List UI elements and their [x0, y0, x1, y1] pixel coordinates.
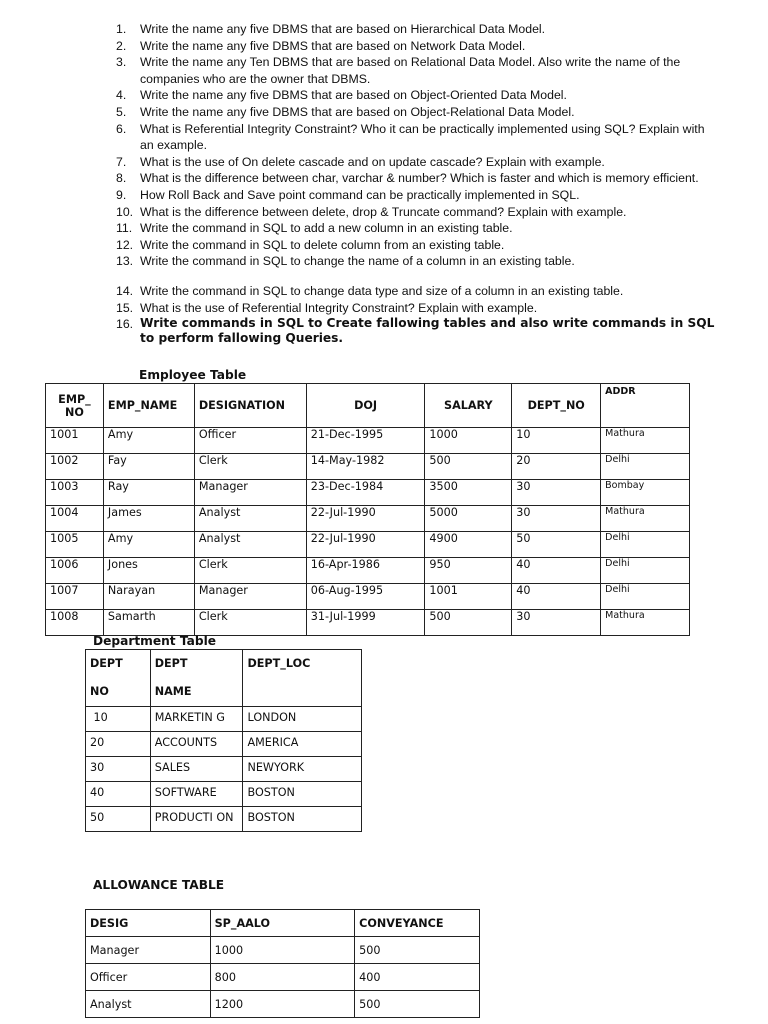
table-cell: 800 [210, 964, 355, 991]
table-cell: Manager [194, 480, 306, 506]
table-cell: Narayan [103, 584, 194, 610]
table-cell: 1000 [210, 937, 355, 964]
table-cell: Fay [103, 454, 194, 480]
table-header-row [86, 650, 362, 707]
table-cell: SOFTWARE [150, 782, 243, 807]
table-cell: 50 [512, 532, 601, 558]
header-line: NO [90, 685, 109, 698]
question-item [116, 38, 716, 55]
table-row [46, 480, 690, 506]
table-cell: LONDON [243, 707, 362, 732]
question-text: What is the difference between delete, drop & Truncate command? Explain with example. [140, 204, 627, 219]
question-text: Write the name any five DBMS that are based on Hierarchical Data Model. [140, 22, 546, 36]
table-row [86, 807, 362, 832]
table-row [46, 506, 690, 532]
question-item [116, 54, 716, 87]
table-row [46, 428, 690, 454]
table-cell: 06-Aug-1995 [306, 584, 425, 610]
table-cell: Delhi [601, 558, 690, 584]
table-cell: Officer [86, 964, 211, 991]
employee-table-caption: Employee Table [139, 368, 247, 382]
table-cell: Jones [103, 558, 194, 584]
question-item [116, 104, 716, 121]
question-text: Write the name any five DBMS that are based on Network Data Model. [140, 38, 526, 53]
table-cell: 400 [355, 964, 480, 991]
question-number: 16. [116, 317, 134, 332]
column-header: DEPT_NO [512, 384, 601, 428]
table-cell: 14-May-1982 [306, 454, 425, 480]
table-cell: PRODUCTI ON [150, 807, 243, 832]
question-item [116, 187, 716, 204]
table-cell: 30 [512, 610, 601, 636]
table-cell: 31-Jul-1999 [306, 610, 425, 636]
employee-table [45, 383, 690, 636]
header-line: DEPT [90, 657, 123, 670]
question-number: 14. [116, 283, 134, 298]
table-cell: 1006 [46, 558, 104, 584]
question-item [116, 283, 716, 300]
table-header-row [46, 384, 690, 428]
question-text: Write the command in SQL to delete column from an existing table. [140, 237, 505, 252]
question-number: 2. [116, 38, 127, 53]
table-cell: 22-Jul-1990 [306, 506, 425, 532]
question-text: Write the name any five DBMS that are based on Object-Relational Data Model. [140, 104, 575, 119]
table-row [46, 610, 690, 636]
column-header: CONVEYANCE [355, 910, 480, 937]
table-cell: 50 [86, 807, 151, 832]
question-number: 8. [116, 171, 127, 186]
table-cell: 21-Dec-1995 [306, 428, 425, 454]
table-cell: 23-Dec-1984 [306, 480, 425, 506]
table-cell: 30 [512, 480, 601, 506]
column-header: SALARY [425, 384, 512, 428]
table-cell: 20 [86, 732, 151, 757]
table-row [86, 937, 480, 964]
question-number: 12. [116, 237, 134, 252]
question-number: 3. [116, 55, 127, 70]
header-line: NAME [154, 685, 192, 698]
table-cell: 500 [355, 937, 480, 964]
table-row [86, 707, 362, 732]
table-cell: 20 [512, 454, 601, 480]
table-cell: 500 [425, 610, 512, 636]
table-cell: 40 [86, 782, 151, 807]
table-row [46, 532, 690, 558]
allowance-table-caption: ALLOWANCE TABLE [93, 878, 225, 892]
table-cell: SALES [150, 757, 243, 782]
column-header [150, 650, 243, 707]
table-row [46, 454, 690, 480]
table-cell: 500 [355, 991, 480, 1018]
question-item [116, 253, 716, 270]
question-text: What is Referential Integrity Constraint? Who it can be practically implemented using SQL? Explain with an example. [140, 121, 705, 153]
question-text: What is the use of On delete cascade and on update cascade? Explain with example. [140, 154, 605, 169]
column-header: DESIG [86, 910, 211, 937]
table-cell: 40 [512, 584, 601, 610]
table-row [46, 558, 690, 584]
table-cell: 22-Jul-1990 [306, 532, 425, 558]
question-number: 11. [116, 221, 133, 236]
table-cell: 1007 [46, 584, 104, 610]
question-item [116, 204, 716, 221]
question-number: 6. [116, 121, 127, 136]
table-cell: 4900 [425, 532, 512, 558]
allowance-table [85, 909, 480, 1018]
table-row [86, 782, 362, 807]
column-header [243, 650, 362, 707]
table-cell: ACCOUNTS [150, 732, 243, 757]
table-cell: 30 [86, 757, 151, 782]
question-item [116, 300, 716, 317]
table-cell: BOSTON [243, 807, 362, 832]
table-cell: Clerk [194, 610, 306, 636]
table-cell: Analyst [194, 506, 306, 532]
table-cell: Mathura [601, 506, 690, 532]
table-cell: Amy [103, 428, 194, 454]
table-row [86, 732, 362, 757]
table-cell: Clerk [194, 454, 306, 480]
question-number: 4. [116, 88, 127, 103]
question-number: 1. [116, 22, 127, 36]
table-cell: 1001 [46, 428, 104, 454]
table-cell: 1004 [46, 506, 104, 532]
question-text: Write the name any Ten DBMS that are based on Relational Data Model. Also write the name of the companies who are the owner that DBMS. [140, 55, 681, 86]
column-header: DOJ [306, 384, 425, 428]
table-cell: Officer [194, 428, 306, 454]
question-item [116, 121, 716, 154]
table-cell: 1005 [46, 532, 104, 558]
question-text: How Roll Back and Save point command can be practically implemented in SQL. [140, 187, 580, 202]
table-cell: Mathura [601, 610, 690, 636]
department-table-caption: Department Table [93, 634, 217, 648]
table-cell: Bombay [601, 480, 690, 506]
table-cell: James [103, 506, 194, 532]
table-cell: 3500 [425, 480, 512, 506]
table-cell: 1008 [46, 610, 104, 636]
question-item [116, 21, 716, 38]
table-cell: 5000 [425, 506, 512, 532]
column-header: DESIGNATION [194, 384, 306, 428]
question-item [116, 154, 716, 171]
department-table [85, 649, 362, 832]
table-row [86, 964, 480, 991]
table-cell: 40 [512, 558, 601, 584]
question-item [116, 220, 716, 237]
table-cell: NEWYORK [243, 757, 362, 782]
table-cell: Manager [86, 937, 211, 964]
column-header: ADDR [601, 384, 690, 428]
table-cell: Delhi [601, 454, 690, 480]
question-item [116, 87, 716, 104]
table-cell: AMERICA [243, 732, 362, 757]
question-text: What is the difference between char, varchar & number? Which is faster and which is memory efficient. [140, 171, 699, 186]
question-text: Write the command in SQL to change data type and size of a column in an existing table. [140, 283, 624, 298]
table-cell: 500 [425, 454, 512, 480]
table-cell: 30 [512, 506, 601, 532]
table-cell: Delhi [601, 584, 690, 610]
table-cell: 1000 [425, 428, 512, 454]
question-number: 15. [116, 300, 134, 315]
table-row [86, 757, 362, 782]
table-cell: Samarth [103, 610, 194, 636]
question-number: 9. [116, 187, 127, 202]
question-number: 5. [116, 104, 127, 119]
question-text: Write commands in SQL to Create fallowing tables and also write commands in SQL to perform fallowing Queries. [140, 316, 715, 345]
table-cell: BOSTON [243, 782, 362, 807]
table-cell: Manager [194, 584, 306, 610]
table-cell: 1003 [46, 480, 104, 506]
table-cell: 10 [512, 428, 601, 454]
question-number: 13. [116, 254, 134, 269]
table-cell: 1200 [210, 991, 355, 1018]
table-row [86, 991, 480, 1018]
table-cell: 1001 [425, 584, 512, 610]
header-line [247, 678, 357, 706]
column-header [86, 650, 151, 707]
table-cell: Ray [103, 480, 194, 506]
header-line: DEPT_LOC [247, 657, 311, 670]
table-cell: 1002 [46, 454, 104, 480]
table-cell: Analyst [194, 532, 306, 558]
table-cell: Clerk [194, 558, 306, 584]
question-text: Write the command in SQL to add a new column in an existing table. [140, 221, 513, 236]
table-cell: Mathura [601, 428, 690, 454]
column-header: SP_AALO [210, 910, 355, 937]
question-item [116, 316, 716, 345]
table-cell: 10 [86, 707, 151, 732]
question-item [116, 170, 716, 187]
table-cell: MARKETIN G [150, 707, 243, 732]
question-item [116, 237, 716, 254]
question-number: 7. [116, 154, 127, 169]
table-cell: 950 [425, 558, 512, 584]
question-list [116, 21, 716, 345]
question-text: Write the name any five DBMS that are based on Object-Oriented Data Model. [140, 88, 567, 103]
question-text: Write the command in SQL to change the name of a column in an existing table. [140, 254, 575, 269]
question-number: 10. [116, 204, 134, 219]
table-cell: Analyst [86, 991, 211, 1018]
question-text: What is the use of Referential Integrity Constraint? Explain with example. [140, 300, 538, 315]
table-cell: Delhi [601, 532, 690, 558]
table-cell: 16-Apr-1986 [306, 558, 425, 584]
column-header: EMP_NAME [103, 384, 194, 428]
column-header: EMP_ NO [46, 384, 104, 428]
table-row [46, 584, 690, 610]
table-cell: Amy [103, 532, 194, 558]
table-header-row [86, 910, 480, 937]
header-line: DEPT [154, 657, 188, 670]
